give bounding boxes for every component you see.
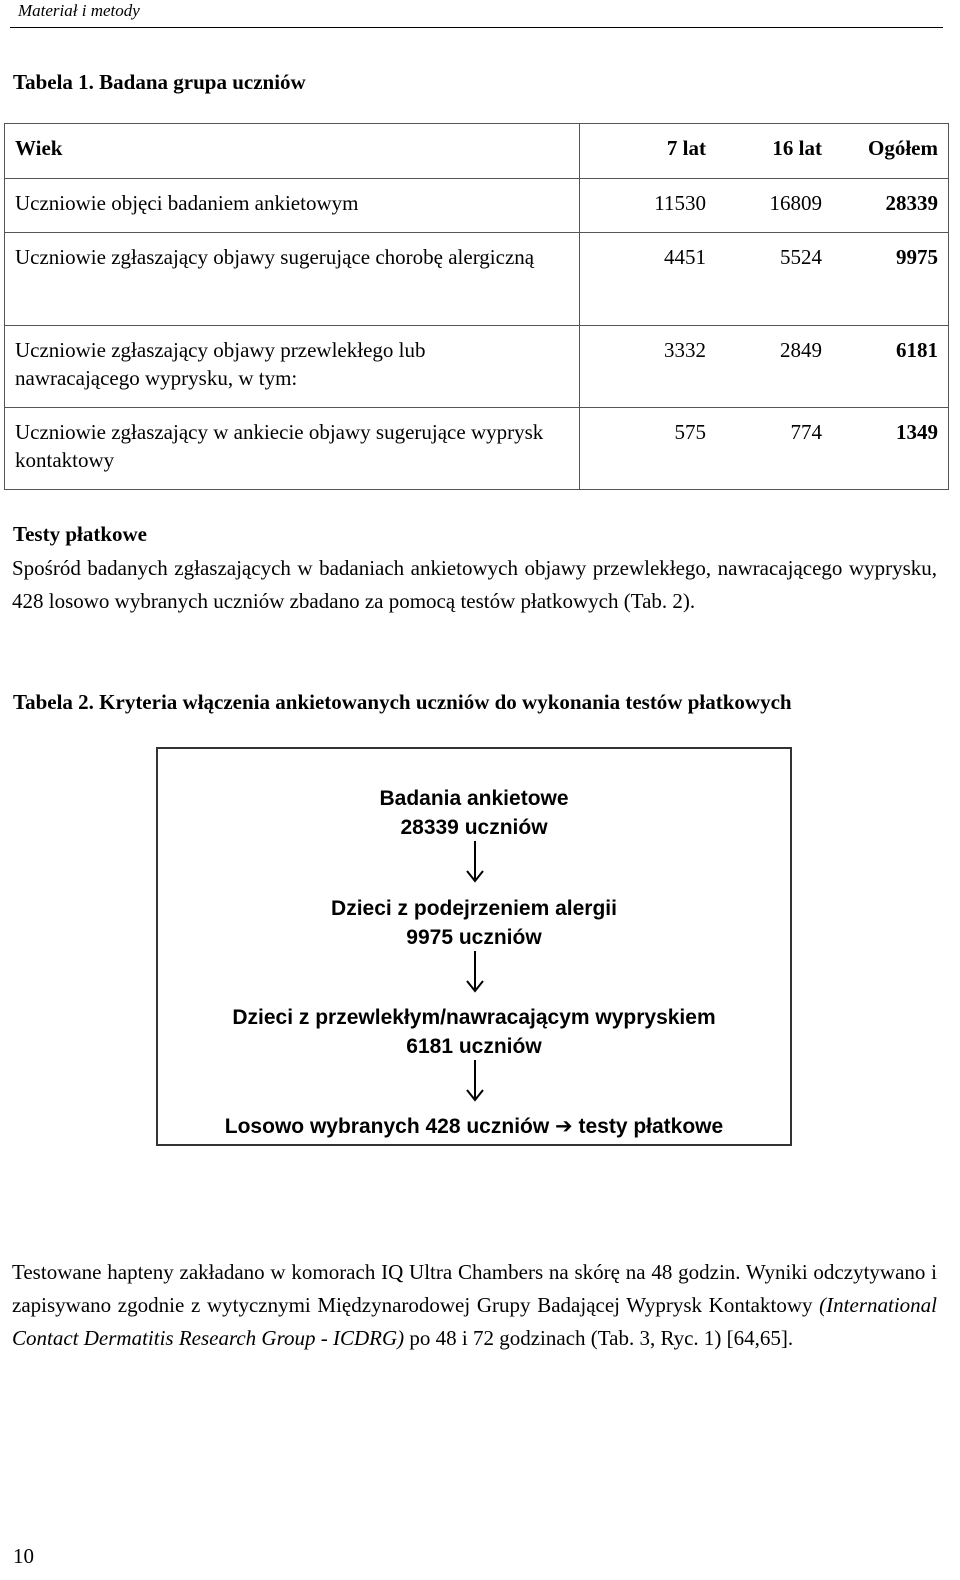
flow-step-patch-tests: Losowo wybranych 428 uczniów ➔ testy płatkowe bbox=[224, 1115, 724, 1138]
table-row bbox=[5, 233, 949, 326]
table-row bbox=[5, 179, 949, 233]
flow-step-survey: Badania ankietowe 28339 uczniów bbox=[379, 787, 569, 839]
arrow-right-icon: ➔ bbox=[555, 1115, 573, 1138]
table2-caption: Tabela 2. Kryteria włączenia ankietowanych uczniów do wykonania testów płatkowych bbox=[13, 690, 792, 714]
cell-16-lat: 5524 bbox=[780, 245, 822, 269]
flow-step-suspected-allergy: Dzieci z podejrzeniem alergii 9975 uczniów bbox=[331, 897, 617, 949]
header-16-lat: 16 lat bbox=[772, 136, 822, 160]
cell-ogolem: 9975 bbox=[896, 245, 938, 269]
cell-ogolem: 28339 bbox=[885, 191, 938, 215]
running-header bbox=[10, 0, 943, 28]
table1 bbox=[4, 123, 949, 490]
flow-step-chronic-eczema: Dzieci z przewlekłym/nawracającym wypryskiem 6181 uczniów bbox=[232, 1006, 716, 1058]
paragraph-patch-tests: Spośród badanych zgłaszających w badaniach ankietowych objawy przewlekłego, nawracającego wyprysku, 428 losowo wybranych uczniów zbadano za pomocą testów płatkowych (Tab. 2). bbox=[12, 556, 937, 613]
cell-16-lat: 2849 bbox=[780, 338, 822, 362]
header-ogolem: Ogółem bbox=[868, 136, 938, 160]
cell-16-lat: 16809 bbox=[769, 191, 822, 215]
table-row bbox=[5, 408, 949, 490]
running-title: Materiał i metody bbox=[18, 1, 140, 20]
cell-7-lat: 3332 bbox=[664, 338, 706, 362]
header-7-lat: 7 lat bbox=[666, 136, 706, 160]
cell-7-lat: 4451 bbox=[664, 245, 706, 269]
section-title: Testy płatkowe bbox=[13, 522, 147, 546]
paragraph-haptens: Testowane hapteny zakładano w komorach IQ Ultra Chambers na skórę na 48 godzin. Wyniki odczytywano i zapisywano zgodnie z wytycznymi Międzynarodowej Grupy Badającej Wyprysk Kontaktowy (International Contact Dermatitis Research Group - ICDRG) po 48 i 72 godzinach (Tab. 3, Ryc. 1) [64,65]. bbox=[12, 1260, 937, 1350]
cell-7-lat: 11530 bbox=[654, 191, 706, 215]
table-row bbox=[5, 326, 949, 408]
page-number: 10 bbox=[13, 1544, 34, 1568]
table-header-row bbox=[5, 124, 949, 179]
arrow-down-icon bbox=[466, 951, 484, 993]
row-label: Uczniowie zgłaszający objawy przewlekłego lub nawracającego wyprysku, w tym: bbox=[5, 326, 580, 408]
row-label: Uczniowie objęci badaniem ankietowym bbox=[5, 179, 580, 233]
cell-7-lat: 575 bbox=[674, 420, 706, 444]
cell-ogolem: 1349 bbox=[896, 420, 938, 444]
row-label: Uczniowie zgłaszający objawy sugerujące chorobę alergiczną bbox=[5, 233, 580, 326]
row-label: Uczniowie zgłaszający w ankiecie objawy sugerujące wyprysk kontaktowy bbox=[5, 408, 580, 490]
flowchart-box bbox=[156, 747, 792, 1146]
arrow-down-icon bbox=[466, 1060, 484, 1102]
cell-ogolem: 6181 bbox=[896, 338, 938, 362]
header-age-label: Wiek bbox=[5, 124, 580, 179]
cell-16-lat: 774 bbox=[790, 420, 822, 444]
table1-caption: Tabela 1. Badana grupa uczniów bbox=[13, 70, 306, 94]
arrow-down-icon bbox=[466, 841, 484, 883]
header-values bbox=[580, 124, 949, 179]
